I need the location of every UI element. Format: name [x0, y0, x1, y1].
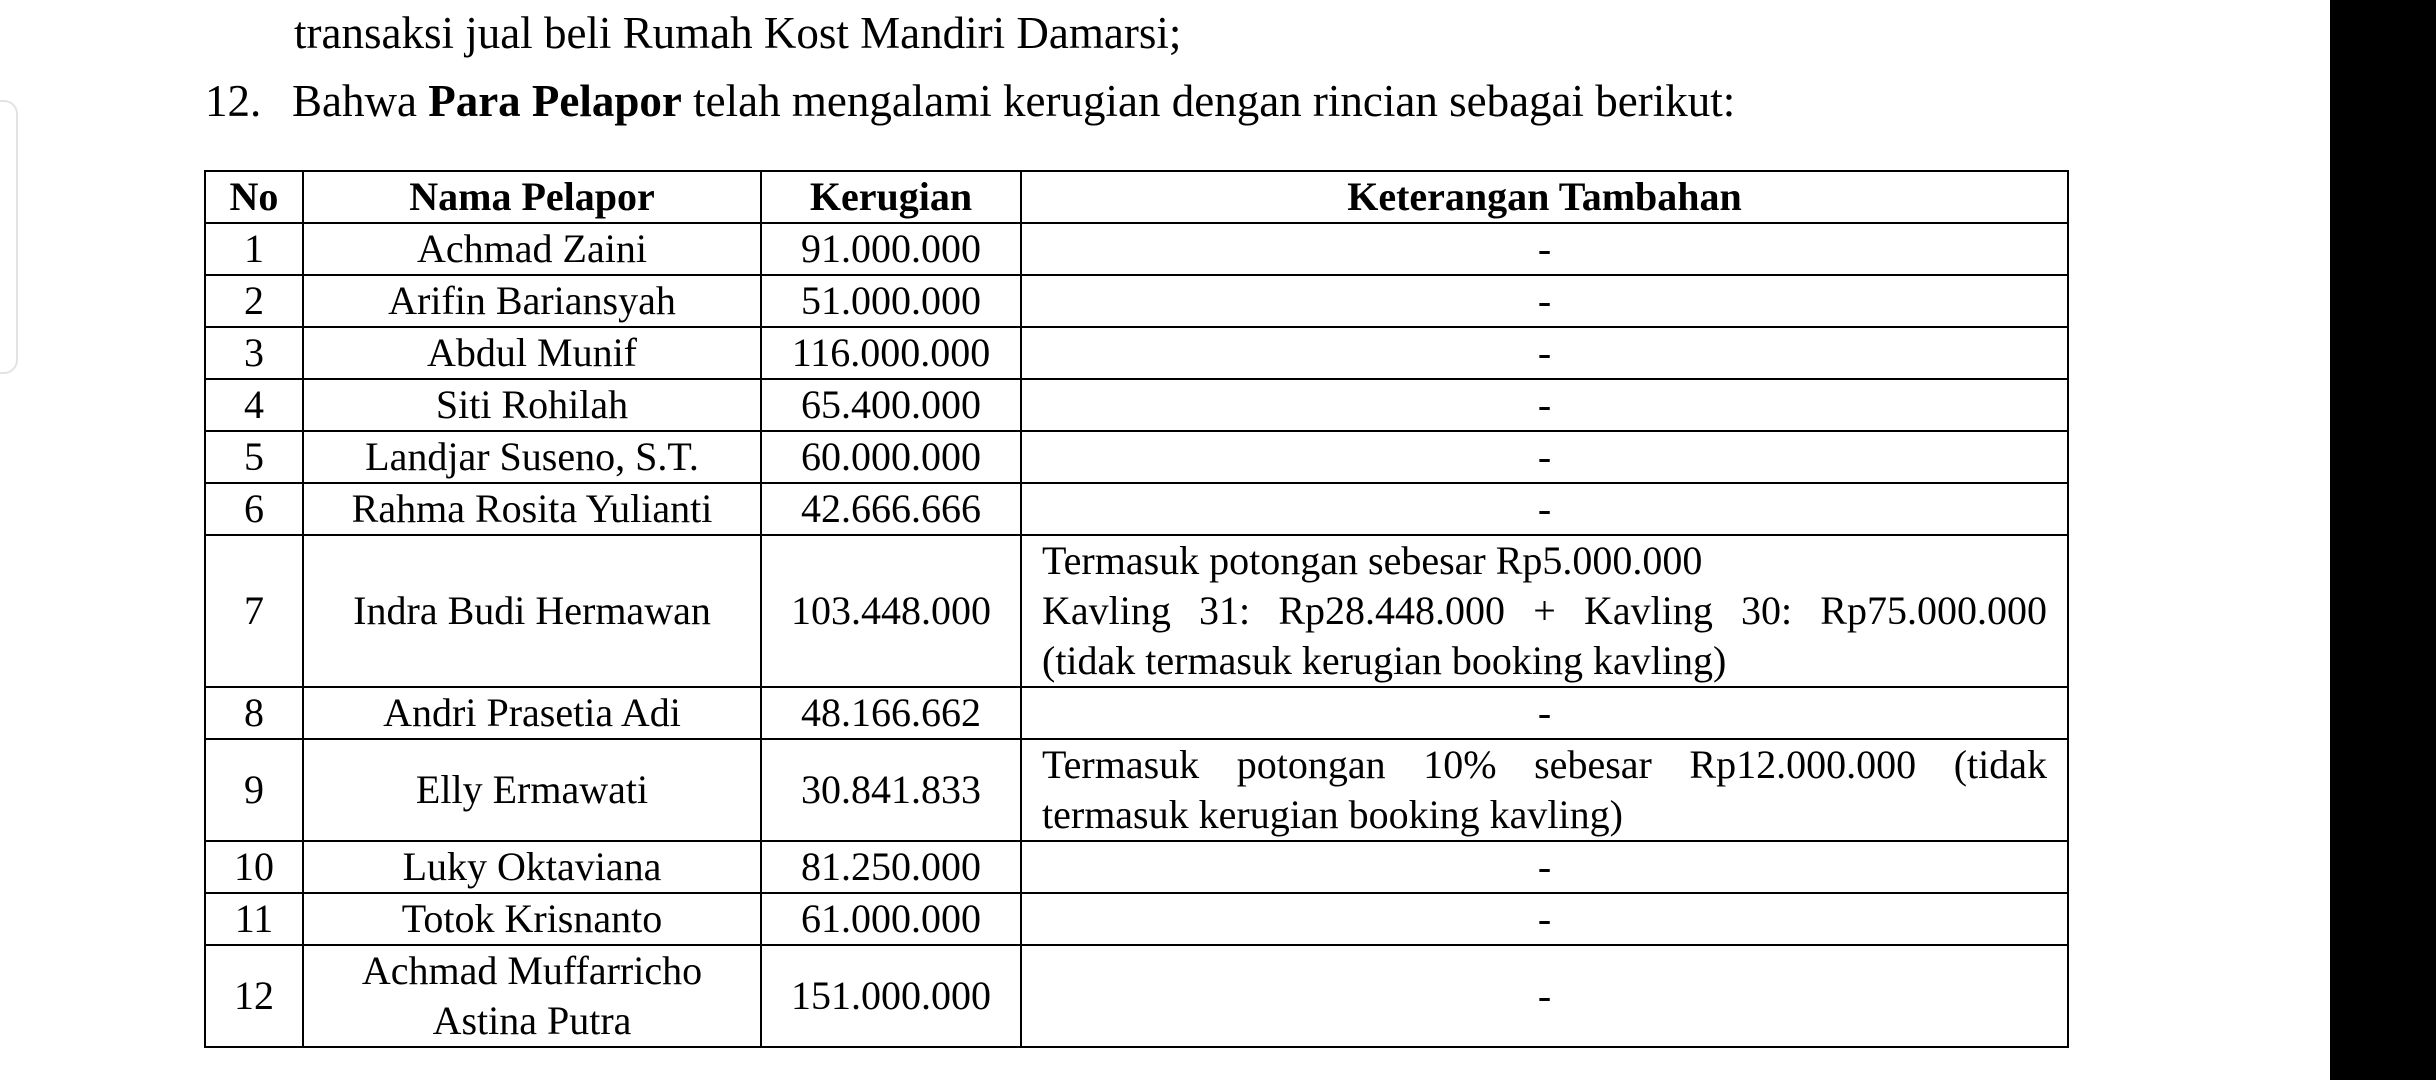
cell-nama: Luky Oktaviana — [303, 841, 761, 893]
cell-keterangan: - — [1021, 431, 2068, 483]
paragraph-continuation: transaksi jual beli Rumah Kost Mandiri Damarsi; — [294, 8, 1182, 58]
table-row — [205, 275, 2068, 327]
cell-nama: Arifin Bariansyah — [303, 275, 761, 327]
table-row — [205, 841, 2068, 893]
cell-nama: Siti Rohilah — [303, 379, 761, 431]
nama-line: Achmad Muffarricho — [361, 948, 703, 993]
cell-no: 4 — [205, 379, 303, 431]
header-keterangan-tambahan: Keterangan Tambahan — [1021, 171, 2068, 223]
cell-no: 5 — [205, 431, 303, 483]
cell-kerugian: 51.000.000 — [761, 275, 1021, 327]
cell-keterangan: - — [1021, 483, 2068, 535]
cell-no: 10 — [205, 841, 303, 893]
cell-nama: Achmad Zaini — [303, 223, 761, 275]
cell-no: 2 — [205, 275, 303, 327]
cell-kerugian: 60.000.000 — [761, 431, 1021, 483]
cell-nama: Andri Prasetia Adi — [303, 687, 761, 739]
screen-edge-black-bar — [2330, 0, 2436, 1080]
cell-keterangan: - — [1021, 945, 2068, 1047]
cell-keterangan: - — [1021, 687, 2068, 739]
cell-kerugian: 30.841.833 — [761, 739, 1021, 841]
table-row — [205, 739, 2068, 841]
cell-no: 7 — [205, 535, 303, 687]
side-panel-handle[interactable] — [0, 100, 18, 374]
cell-kerugian: 116.000.000 — [761, 327, 1021, 379]
cell-keterangan: - — [1021, 223, 2068, 275]
cell-nama: Indra Budi Hermawan — [303, 535, 761, 687]
cell-kerugian: 151.000.000 — [761, 945, 1021, 1047]
nama-line: Astina Putra — [432, 998, 632, 1043]
table-row — [205, 945, 2068, 1047]
cell-no: 12 — [205, 945, 303, 1047]
cell-nama: Rahma Rosita Yulianti — [303, 483, 761, 535]
cell-nama: Elly Ermawati — [303, 739, 761, 841]
keterangan-line: termasuk kerugian booking kavling) — [1042, 792, 1623, 837]
cell-no: 9 — [205, 739, 303, 841]
cell-keterangan: - — [1021, 841, 2068, 893]
cell-no: 6 — [205, 483, 303, 535]
numbered-paragraph-12 — [205, 70, 1735, 132]
header-nama-pelapor: Nama Pelapor — [303, 171, 761, 223]
table-row — [205, 687, 2068, 739]
table-row — [205, 431, 2068, 483]
cell-keterangan: - — [1021, 275, 2068, 327]
cell-no: 8 — [205, 687, 303, 739]
header-no: No — [205, 171, 303, 223]
table-row — [205, 483, 2068, 535]
keterangan-line: Kavling 31: Rp28.448.000 + Kavling 30: Rp75.000.000 — [1042, 588, 2047, 633]
paragraph-bold-text: Para Pelapor — [428, 76, 682, 126]
cell-keterangan — [1021, 535, 2068, 687]
table-row — [205, 535, 2068, 687]
cell-kerugian: 48.166.662 — [761, 687, 1021, 739]
cell-nama: Landjar Suseno, S.T. — [303, 431, 761, 483]
cell-kerugian: 65.400.000 — [761, 379, 1021, 431]
paragraph-text-before: Bahwa — [292, 76, 429, 126]
keterangan-line: Termasuk potongan 10% sebesar Rp12.000.000 (tidak — [1042, 742, 2047, 787]
cell-kerugian: 81.250.000 — [761, 841, 1021, 893]
table-row — [205, 327, 2068, 379]
header-kerugian: Kerugian — [761, 171, 1021, 223]
loss-table — [204, 170, 2069, 1048]
cell-no: 1 — [205, 223, 303, 275]
keterangan-line: (tidak termasuk kerugian booking kavling) — [1042, 638, 1727, 683]
cell-nama — [303, 945, 761, 1047]
cell-keterangan: - — [1021, 893, 2068, 945]
cell-no: 3 — [205, 327, 303, 379]
table-header-row — [205, 171, 2068, 223]
cell-keterangan — [1021, 739, 2068, 841]
keterangan-line: Termasuk potongan sebesar Rp5.000.000 — [1042, 538, 1703, 583]
cell-nama: Abdul Munif — [303, 327, 761, 379]
cell-kerugian: 42.666.666 — [761, 483, 1021, 535]
cell-no: 11 — [205, 893, 303, 945]
table-row — [205, 223, 2068, 275]
cell-kerugian: 103.448.000 — [761, 535, 1021, 687]
cell-keterangan: - — [1021, 327, 2068, 379]
paragraph-text-after: telah mengalami kerugian dengan rincian sebagai berikut: — [681, 76, 1736, 126]
paragraph-number: 12. — [205, 76, 262, 126]
table-row — [205, 893, 2068, 945]
cell-kerugian: 91.000.000 — [761, 223, 1021, 275]
cell-nama: Totok Krisnanto — [303, 893, 761, 945]
table-row — [205, 379, 2068, 431]
cell-keterangan: - — [1021, 379, 2068, 431]
cell-kerugian: 61.000.000 — [761, 893, 1021, 945]
